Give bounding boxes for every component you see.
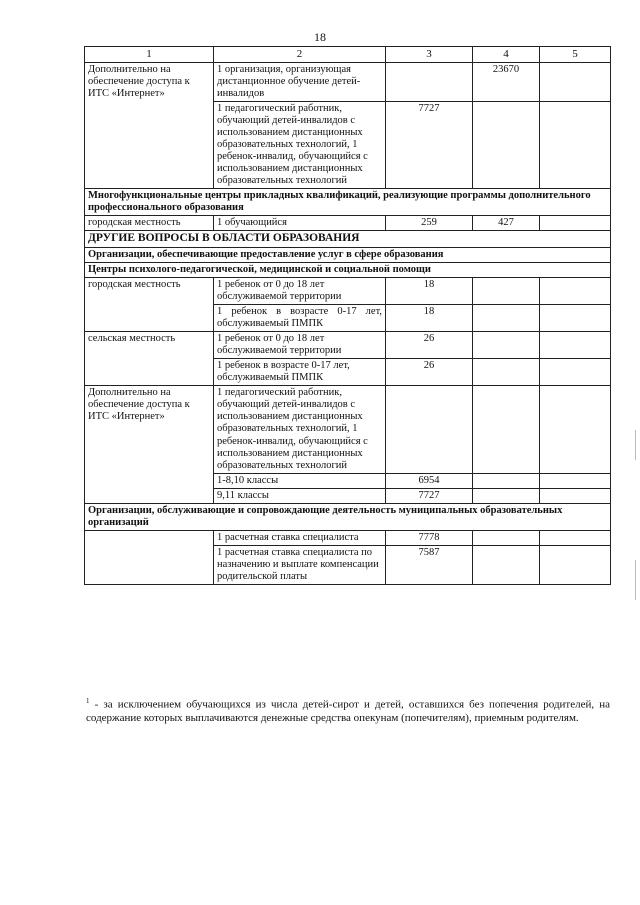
value-cell [473, 304, 540, 331]
territory-cell: городская местность [85, 277, 214, 331]
value-cell [473, 488, 540, 503]
section-row [85, 189, 611, 216]
value-cell [540, 216, 611, 231]
table-row [85, 332, 611, 359]
value-cell: 6954 [386, 473, 473, 488]
unit-cell: 1 расчетная ставка специалиста по назначению и выплате компенсации родительской платы [214, 546, 386, 585]
column-header: 2 [214, 47, 386, 63]
unit-cell: 1 организация, организующая дистанционное обучение детей-инвалидов [214, 62, 386, 101]
unit-cell: 1 ребенок от 0 до 18 лет обслуживаемой территории [214, 332, 386, 359]
unit-cell: 1-8,10 классы [214, 473, 386, 488]
territory-cell: сельская местность [85, 332, 214, 386]
value-cell [540, 530, 611, 545]
column-header: 4 [473, 47, 540, 63]
section-title: ДРУГИЕ ВОПРОСЫ В ОБЛАСТИ ОБРАЗОВАНИЯ [85, 231, 611, 247]
section-title: Центры психолого-педагогической, медицинской и социальной помощи [85, 262, 611, 277]
table-header-row [85, 47, 611, 63]
column-header: 5 [540, 47, 611, 63]
value-cell [473, 473, 540, 488]
territory-cell: Дополнительно на обеспечение доступа к ИТС «Интернет» [85, 386, 214, 504]
section-title: Организации, обеспечивающие предоставление услуг в сфере образования [85, 247, 611, 262]
value-cell [473, 101, 540, 188]
unit-cell: 1 ребенок в возрасте 0-17 лет, обслуживаемый ПМПК [214, 304, 386, 331]
unit-cell: 1 педагогический работник, обучающий детей-инвалидов с использованием дистанционных образовательных технологий, 1 ребенок-инвалид, обучающийся с использованием дистанционных образовательных технологий [214, 386, 386, 473]
section-row [85, 231, 611, 247]
value-cell [473, 277, 540, 304]
value-cell [473, 386, 540, 473]
value-cell [540, 101, 611, 188]
table-row [85, 277, 611, 304]
value-cell [386, 386, 473, 473]
unit-cell: 1 расчетная ставка специалиста [214, 530, 386, 545]
value-cell: 7587 [386, 546, 473, 585]
unit-cell: 1 ребенок от 0 до 18 лет обслуживаемой территории [214, 277, 386, 304]
territory-cell: городская местность [85, 216, 214, 231]
table-row [85, 62, 611, 101]
value-cell [386, 62, 473, 101]
value-cell: 23670 [473, 62, 540, 101]
territory-cell: Дополнительно на обеспечение доступа к ИТС «Интернет» [85, 62, 214, 189]
value-cell [540, 62, 611, 101]
value-cell: 26 [386, 359, 473, 386]
page-number: 18 [314, 30, 326, 44]
value-cell [540, 386, 611, 473]
value-cell: 259 [386, 216, 473, 231]
unit-cell: 9,11 классы [214, 488, 386, 503]
value-cell [540, 488, 611, 503]
scan-edge-mark [635, 430, 636, 460]
footnote-mark: 1 [86, 697, 90, 705]
section-row [85, 503, 611, 530]
table-row [85, 386, 611, 473]
value-cell: 18 [386, 304, 473, 331]
value-cell [540, 546, 611, 585]
value-cell: 7727 [386, 101, 473, 188]
value-cell [540, 304, 611, 331]
section-title: Многофункциональные центры прикладных квалификаций, реализующие программы дополнительного профессионального образования [85, 189, 611, 216]
unit-cell: 1 педагогический работник, обучающий детей-инвалидов с использованием дистанционных образовательных технологий, 1 ребенок-инвалид, обучающийся с использованием дистанционных образовательных технологий [214, 101, 386, 188]
section-row [85, 247, 611, 262]
table-row [85, 530, 611, 545]
section-title: Организации, обслуживающие и сопровождающие деятельность муниципальных образовательных организаций [85, 503, 611, 530]
value-cell [473, 359, 540, 386]
value-cell [540, 277, 611, 304]
footnote [86, 697, 610, 726]
value-cell: 7778 [386, 530, 473, 545]
norms-table [84, 46, 611, 585]
value-cell [473, 530, 540, 545]
column-header: 1 [85, 47, 214, 63]
value-cell: 26 [386, 332, 473, 359]
unit-cell: 1 ребенок в возрасте 0-17 лет, обслуживаемый ПМПК [214, 359, 386, 386]
unit-cell: 1 обучающийся [214, 216, 386, 231]
value-cell: 7727 [386, 488, 473, 503]
territory-cell [85, 530, 214, 584]
value-cell [540, 332, 611, 359]
table-row [85, 216, 611, 231]
column-header: 3 [386, 47, 473, 63]
value-cell [473, 332, 540, 359]
scan-edge-mark [635, 560, 636, 600]
value-cell: 18 [386, 277, 473, 304]
value-cell [540, 359, 611, 386]
value-cell [540, 473, 611, 488]
value-cell [473, 546, 540, 585]
footnote-text: - за исключением обучающихся из числа детей-сирот и детей, оставшихся без попечения родителей, на содержание которых выплачиваются денежные средства опекунам (попечителям), приемным родителям. [86, 698, 610, 725]
value-cell: 427 [473, 216, 540, 231]
section-row [85, 262, 611, 277]
